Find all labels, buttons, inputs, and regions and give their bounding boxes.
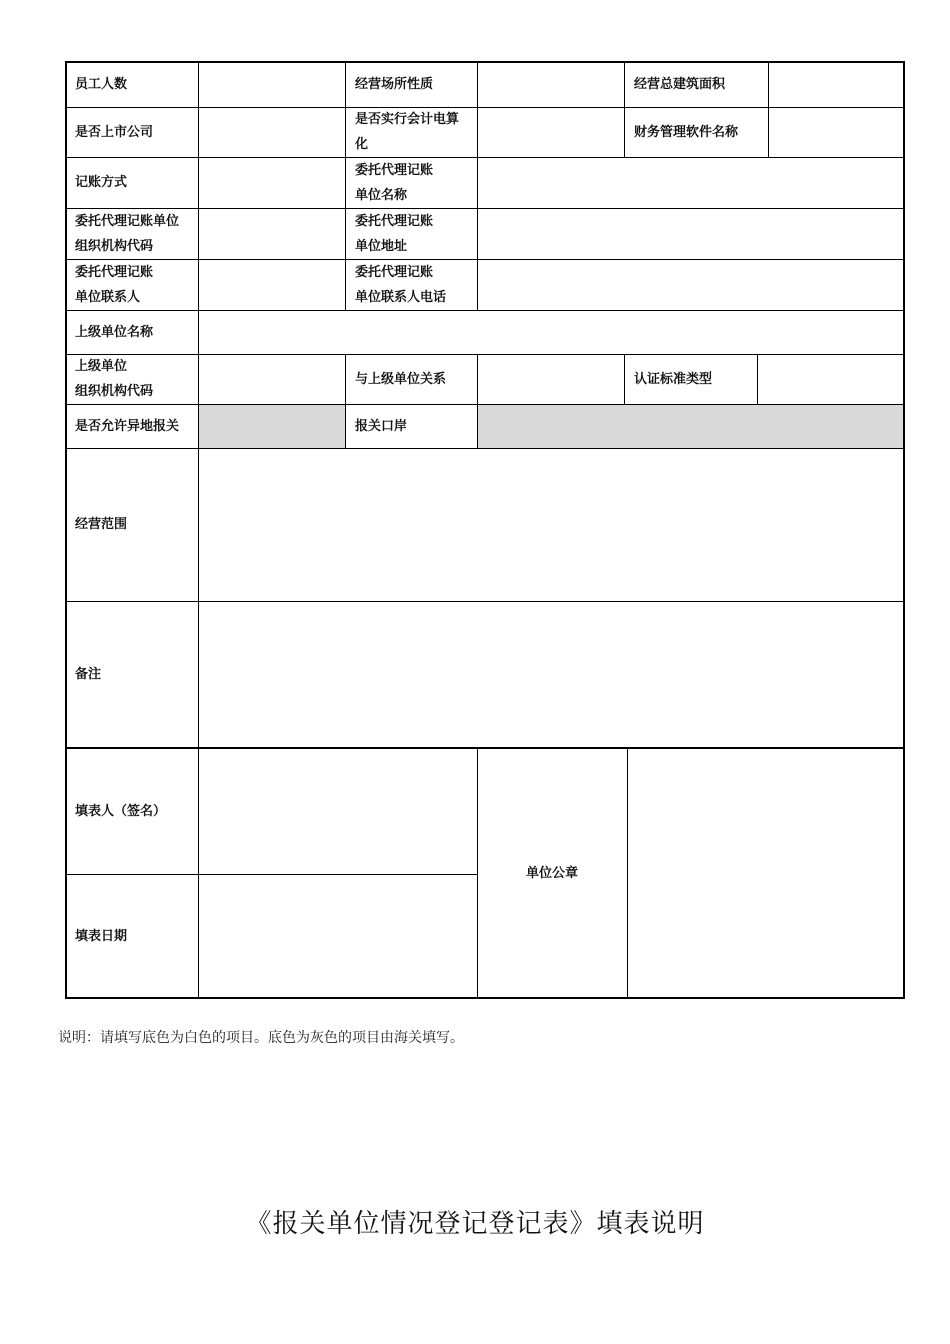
is-listed-field[interactable] [198,107,345,157]
remote-declaration-value[interactable] [198,404,345,448]
remarks-field[interactable] [198,601,905,748]
fill-date-label: 填表日期 [75,929,128,944]
table-border-top [65,61,905,63]
agent-org-code-label: 委托代理记账单位 组织机构代码 [75,213,180,254]
computerized-accounting-label: 是否实行会计电算 化 [355,112,460,152]
business-scope-label: 经营范围 [75,517,128,532]
col-divider [477,748,478,999]
total-floor-area-field[interactable] [768,61,905,107]
col-divider [477,61,478,310]
cert-standard-label: 认证标准类型 [634,371,713,387]
agent-name-label: 委托代理记账 单位名称 [355,162,434,203]
row-divider [65,259,905,260]
col-divider [477,354,478,448]
row-divider [65,404,905,405]
fill-date-field[interactable] [198,874,477,999]
row-divider [65,310,905,311]
row-divider [65,157,905,158]
col-divider [624,61,625,157]
parent-name-label: 上级单位名称 [75,324,154,340]
agent-address-field[interactable] [477,208,905,259]
registration-form-table [65,61,905,999]
staff-count-label: 员工人数 [75,76,128,92]
col-divider [768,61,769,157]
section-divider-thick [65,747,905,749]
bookkeeping-method-label: 记账方式 [75,175,128,190]
cert-standard-field[interactable] [757,354,905,404]
computerized-accounting-field[interactable] [477,107,624,157]
agent-phone-label: 委托代理记账 单位联系人电话 [355,264,447,305]
staff-count-field[interactable] [198,61,345,107]
filler-signature-field[interactable] [198,748,477,874]
agent-contact-field[interactable] [198,259,345,310]
parent-org-code-field[interactable] [198,354,345,404]
col-divider [345,354,346,448]
fill-instructions-note: 说明：请填写底色为白色的项目。底色为灰色的项目由海关填写。 [58,1030,464,1046]
table-border-right [903,61,905,999]
row-divider [65,601,905,602]
total-floor-area-label: 经营总建筑面积 [634,76,726,92]
col-divider [627,748,628,999]
parent-org-code-label: 上级单位 组织机构代码 [75,359,154,399]
agent-address-label: 委托代理记账 单位地址 [355,213,434,254]
filler-signature-label: 填表人（签名） [75,803,167,819]
company-seal-area[interactable] [627,748,905,999]
col-divider [624,354,625,404]
col-divider [198,61,199,999]
premises-nature-field[interactable] [477,61,624,107]
agent-phone-field[interactable] [477,259,905,310]
row-divider [65,107,905,108]
finance-software-label: 财务管理软件名称 [634,124,739,140]
bookkeeping-method-field[interactable] [198,157,345,208]
customs-port-value[interactable] [477,404,903,448]
company-seal-label: 单位公章 [525,866,578,881]
customs-port-label: 报关口岸 [355,418,408,434]
finance-software-field[interactable] [768,107,905,157]
agent-contact-label: 委托代理记账 单位联系人 [75,264,154,305]
table-border-left [65,61,67,999]
parent-relation-field[interactable] [477,354,624,404]
parent-name-field[interactable] [198,310,905,354]
remote-declaration-label: 是否允许异地报关 [75,418,180,434]
row-divider [65,874,477,875]
col-divider [757,354,758,404]
row-divider [65,448,905,449]
col-divider [345,61,346,310]
parent-relation-label: 与上级单位关系 [355,371,447,387]
agent-org-code-field[interactable] [198,208,345,259]
is-listed-label: 是否上市公司 [75,124,154,140]
row-divider [65,208,905,209]
business-scope-field[interactable] [198,448,905,601]
premises-nature-label: 经营场所性质 [355,76,434,92]
next-section-title: 《报关单位情况登记登记表》填表说明 [245,1209,705,1239]
table-border-bottom [65,997,905,999]
row-divider [65,354,905,355]
agent-name-field[interactable] [477,157,905,208]
remarks-label: 备注 [75,667,102,682]
